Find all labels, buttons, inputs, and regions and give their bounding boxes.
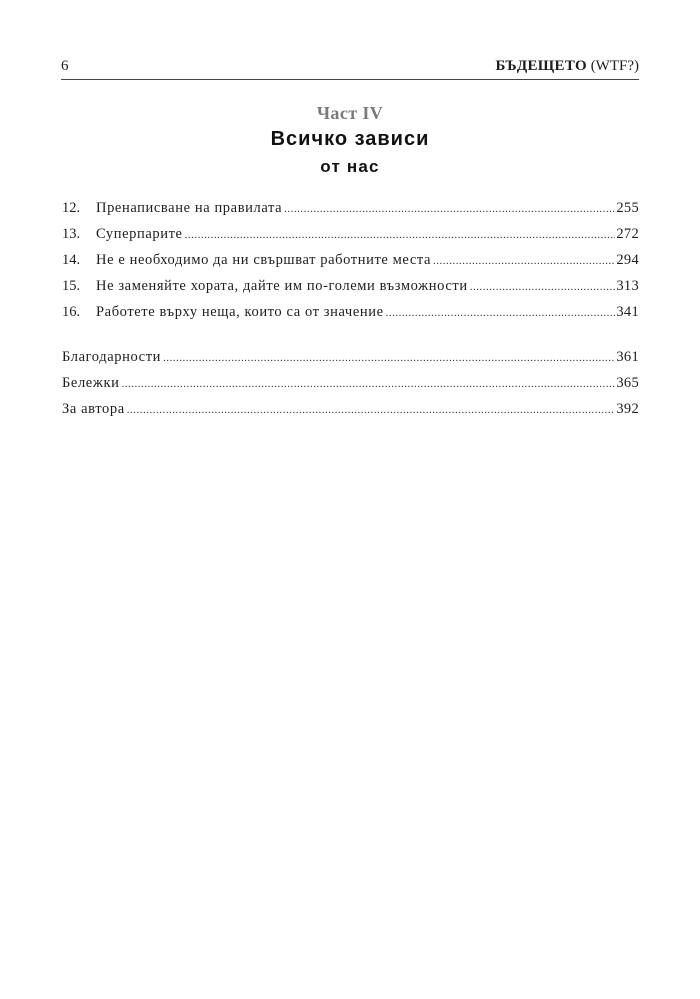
dot-leader <box>433 255 615 267</box>
back-matter-page: 392 <box>616 401 639 417</box>
chapter-number: 12. <box>62 200 81 216</box>
running-head <box>61 58 639 78</box>
toc-entry-notes <box>62 375 639 401</box>
chapter-page: 255 <box>616 200 639 216</box>
chapter-page: 294 <box>616 252 639 268</box>
toc-entry-14 <box>62 252 639 278</box>
chapter-number: 13. <box>62 226 81 242</box>
book-subtitle: (WTF?) <box>590 58 639 74</box>
dot-leader <box>386 307 616 319</box>
dot-leader <box>470 281 616 293</box>
chapter-title: Суперпарите <box>96 226 183 242</box>
chapter-number: 15. <box>62 278 81 294</box>
dot-leader <box>185 229 616 241</box>
back-matter-page: 361 <box>616 349 639 365</box>
back-matter-title: Бележки <box>62 375 120 391</box>
part-title: Всичко зависи <box>270 128 430 150</box>
header-rule <box>61 79 639 80</box>
toc-entry-acknowledgements <box>62 349 639 375</box>
chapter-title: Не заменяйте хората, дайте им по-големи възможности <box>96 278 468 294</box>
toc-entry-15 <box>62 278 639 304</box>
chapter-title: Работете върху неща, които са от значение <box>96 304 384 320</box>
part-label: Част IV <box>316 103 384 123</box>
part-subtitle: от нас <box>320 157 380 176</box>
dot-leader <box>121 378 615 390</box>
toc-chapters <box>62 200 639 330</box>
book-title: БЪДЕЩЕТО <box>495 58 587 74</box>
back-matter-title: За автора <box>62 401 125 417</box>
toc-back-matter <box>62 349 639 427</box>
toc-entry-about-author <box>62 401 639 427</box>
back-matter-title: Благодарности <box>62 349 161 365</box>
toc-entry-16 <box>62 304 639 330</box>
toc-entry-13 <box>62 226 639 252</box>
chapter-number: 16. <box>62 304 81 320</box>
dot-leader <box>284 203 615 215</box>
back-matter-page: 365 <box>616 375 639 391</box>
dot-leader <box>127 404 616 416</box>
chapter-page: 341 <box>616 304 639 320</box>
toc-entry-12 <box>62 200 639 226</box>
chapter-title: Пренаписване на правилата <box>96 200 283 216</box>
chapter-number: 14. <box>62 252 81 268</box>
page-number: 6 <box>61 58 69 74</box>
chapter-page: 313 <box>616 278 639 294</box>
dot-leader <box>163 352 615 364</box>
chapter-page: 272 <box>616 226 639 242</box>
running-title <box>495 58 639 75</box>
chapter-title: Не е необходимо да ни свършват работните места <box>96 252 432 268</box>
